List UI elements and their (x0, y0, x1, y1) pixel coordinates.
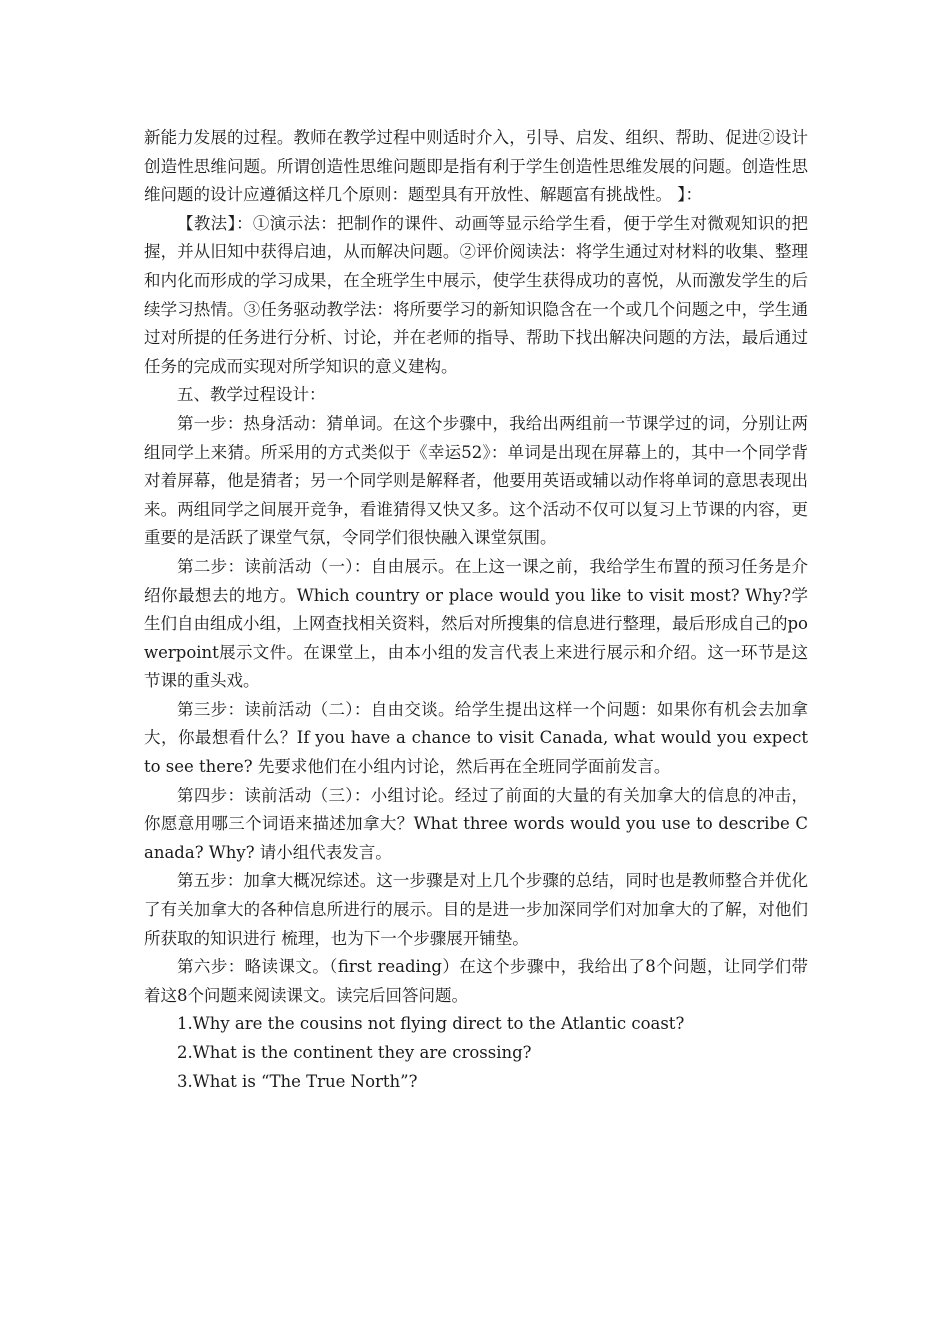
question-item-1: 1.Why are the cousins not flying direct to the Atlantic coast? (177, 1014, 685, 1034)
paragraph-step-2: 第二步：读前活动（一）：自由展示。在上这一课之前，我给学生布置的预习任务是介绍你最想去的地方。Which country or place would you like to visit most? Why?学生们自由组成小组，上网查找相关资料，然后对所搜集的信息进行整理，最后形成自己的powerpoint展示文件。在课堂上，由本小组的发言代表上来进行展示和介绍。这一环节是这节课的重头戏。 (144, 556, 808, 691)
section-heading-teaching-process: 五、教学过程设计： (177, 385, 326, 405)
paragraph-step-3: 第三步：读前活动（二）：自由交谈。给学生提出这样一个问题：如果你有机会去加拿大，你最想看什么？If you have a chance to visit Canada, what would you expect to see there? 先要求他们在小组内讨论，然后再在全班同学面前发言。 (144, 699, 808, 777)
document-body (144, 124, 808, 1096)
question-item-2: 2.What is the continent they are crossing? (177, 1043, 532, 1062)
paragraph-step-6: 第六步：略读课文。（first reading）在这个步骤中，我给出了8个问题，让同学们带着这8个问题来阅读课文。读完后回答问题。 (144, 957, 808, 1005)
paragraph-step-4: 第四步：读前活动（三）：小组讨论。经过了前面的大量的有关加拿大的信息的冲击，你愿意用哪三个词语来描述加拿大？What three words would you use to describe Canada? Why? 请小组代表发言。 (144, 785, 808, 862)
paragraph-teaching-methods: 【教法】：①演示法：把制作的课件、动画等显示给学生看，便于学生对微观知识的把握，并从旧知中获得启迪，从而解决问题。②评价阅读法：将学生通过对材料的收集、整理和内化而形成的学习成果，在全班学生中展示，使学生获得成功的喜悦，从而激发学生的后续学习热情。③任务驱动教学法：将所要学习的新知识隐含在一个或几个问题之中，学生通过对所提的任务进行分析、讨论，并在老师的指导、帮助下找出解决问题的方法，最后通过任务的完成而实现对所学知识的意义建构。 (144, 213, 808, 376)
paragraph-step-5: 第五步：加拿大概况综述。这一步骤是对上几个步骤的总结，同时也是教师整合并优化了有关加拿大的各种信息所进行的展示。目的是进一步加深同学们对加拿大的了解，对他们所获取的知识进行 梳理，也为下一个步骤展开铺垫。 (144, 871, 808, 948)
paragraph-step-1: 第一步：热身活动：猜单词。在这个步骤中，我给出两组前一节课学过的词，分别让两组同学上来猜。所采用的方式类似于《幸运52》：单词是出现在屏幕上的，其中一个同学背对着屏幕，他是猜者；另一个同学则是解释者，他要用英语或辅以动作将单词的意思表现出来。两组同学之间展开竞争，看谁猜得又快又多。这个活动不仅可以复习上节课的内容，更重要的是活跃了课堂气氛，令同学们很快融入课堂氛围。 (144, 413, 808, 548)
paragraph-intro: 新能力发展的过程。教师在教学过程中则适时介入，引导、启发、组织、帮助、促进②设计创造性思维问题。所谓创造性思维问题即是指有利于学生创造性思维发展的问题。创造性思维问题的设计应遵循这样几个原则：题型具有开放性、解题富有挑战性。 】： (144, 128, 808, 205)
question-item-3: 3.What is “The True North”? (177, 1071, 418, 1091)
